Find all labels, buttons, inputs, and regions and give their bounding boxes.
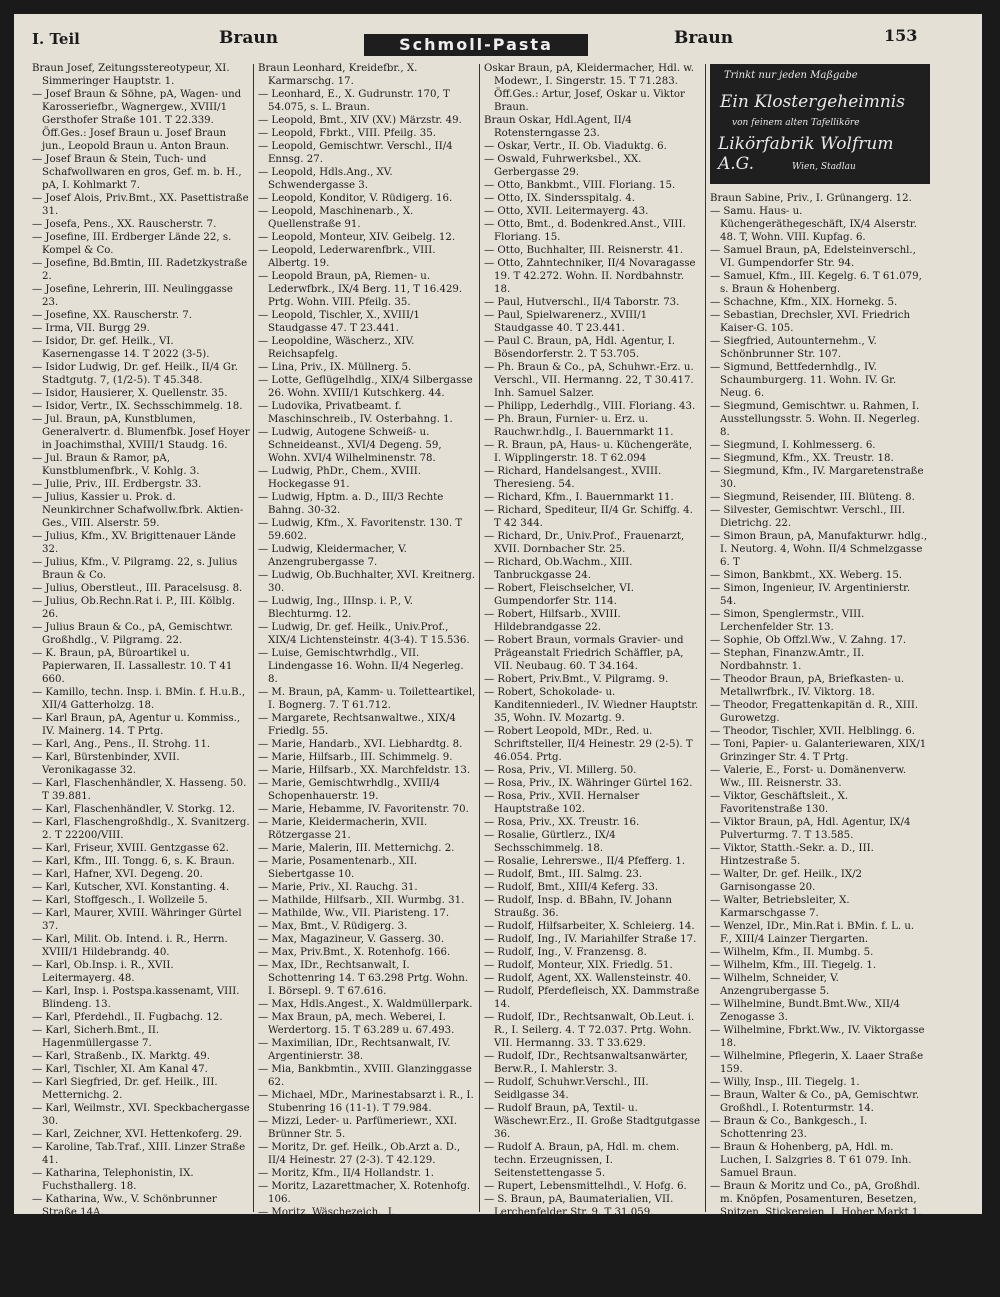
directory-entry: — Robert Braun, vormals Gravier- und Prägeanstalt Friedrich Schäffler, pA, VII. Neubaug. 60. T 34.164.: [484, 635, 684, 672]
directory-entry: — Julie, Priv., III. Erdbergstr. 33.: [32, 479, 202, 490]
directory-entry: — Silvester, Gemischtwr. Verschl., III. Dietrichg. 22.: [710, 505, 906, 529]
directory-entry: — Siegmund, I. Kohlmesserg. 6.: [710, 440, 876, 451]
directory-entry: — Robert Leopold, MDr., Red. u. Schriftsteller, II/4 Heinestr. 29 (2-5). T 46.054. Prtg.: [484, 726, 693, 763]
directory-entry: — Simon Braun, pA, Manufakturwr. hdlg., I. Neutorg. 4, Wohn. II/4 Schmelzgasse 6. T: [710, 531, 928, 568]
directory-entry: — Karl, Kutscher, XVI. Konstanting. 4.: [32, 882, 230, 893]
directory-entry: — Sigmund, Bettfedernhdlg., IV. Schaumburgerg. 11. Wohn. IV. Gr. Neug. 6.: [710, 362, 897, 399]
directory-entry: — Toni, Papier- u. Galanteriewaren, XIX/1 Grinzinger Str. 4. T Prtg.: [710, 739, 927, 763]
directory-entry: — Rudolf, IDr., Rechtsanwaltsanwärter, Berw.R., I. Mahlerstr. 3.: [484, 1051, 688, 1075]
directory-entry: — Oswald, Fuhrwerksbel., XX. Gerbergasse 29.: [484, 154, 642, 178]
directory-entry: — Leopold, Konditor, V. Rüdigerg. 16.: [258, 193, 453, 204]
directory-entry: — Wilhelmine, Bundt.Bmt.Ww., XII/4 Zenogasse 3.: [710, 999, 900, 1023]
directory-entry: — Richard, Handelsangest., XVIII. Theresieng. 54.: [484, 466, 662, 490]
directory-entry: — Leopoldine, Wäscherz., XIV. Reichsapfelg.: [258, 336, 415, 360]
directory-entry: — Karl, Tischler, XI. Am Kanal 47.: [32, 1064, 208, 1075]
directory-entry: — Ludwig, Dr. gef. Heilk., Univ.Prof., XIX/4 Lichtensteinstr. 4(3-4). T 15.536.: [258, 622, 470, 646]
directory-entry: — Max, Bmt., V. Rüdigerg. 3.: [258, 921, 408, 932]
directory-entry: — Moritz, Lazarettmacher, X. Rotenhofg. 106.: [258, 1181, 471, 1205]
directory-entry: — Isidor Ludwig, Dr. gef. Heilk., II/4 Gr. Stadtgutg. 7, (1/2-5). T 45.348.: [32, 362, 238, 386]
column-divider: [705, 64, 706, 1212]
directory-entry: — Lina, Priv., IX. Müllnerg. 5.: [258, 362, 412, 373]
directory-entry: — Stephan, Finanzw.Amtr., II. Nordbahnstr. 1.: [710, 648, 865, 672]
advert-headline: Ein Klostergeheimnis: [720, 92, 905, 112]
directory-entry: — Paul, Spielwarenerz., XVIII/1 Staudgasse 40. T 23.441.: [484, 310, 648, 334]
directory-entry: — Viktor Braun, pA, Hdl. Agentur, IX/4 Pulverturmg. 7. T 13.585.: [710, 817, 911, 841]
directory-entry: — Julius, Kfm., XV. Brigittenauer Lände 32.: [32, 531, 236, 555]
advert-location: Wien, Stadlau: [792, 162, 856, 172]
directory-entry: — Karoline, Tab.Traf., XIII. Linzer Straße 41.: [32, 1142, 246, 1166]
directory-entry: — Lotte, Geflügelhdlg., XIX/4 Silbergasse 26. Wohn. XVIII/1 Kutschkerg. 44.: [258, 375, 473, 399]
column-1: [32, 62, 250, 1296]
directory-entry: — Leopold, Lederwarenfbrk., VIII. Albertg. 19.: [258, 245, 436, 269]
directory-entry: — Ludwig, Kfm., X. Favoritenstr. 130. T 59.602.: [258, 518, 463, 542]
directory-entry: — Viktor, Statth.-Sekr. a. D., III. Hintzestraße 5.: [710, 843, 874, 867]
directory-entry: — Robert, Hilfsarb., XVIII. Hildebrandgasse 22.: [484, 609, 621, 633]
column-3: [484, 62, 702, 1218]
directory-entry: — Richard, Kfm., I. Bauernmarkt 11.: [484, 492, 674, 503]
directory-entry: Braun Leonhard, Kreidefbr., X. Karmarschg. 17.: [258, 63, 418, 87]
part-label: I. Teil: [32, 30, 80, 48]
directory-entry: — Rudolf, Ing., V. Franzensg. 8.: [484, 947, 647, 958]
directory-entry: — Ludwig, Ing., IIInsp. i. P., V. Blechturmg. 12.: [258, 596, 413, 620]
directory-entry: — Julius, Kfm., V. Pilgramg. 22, s. Julius Braun & Co.: [32, 557, 238, 581]
directory-entry: — Rudolf, Schuhwr.Verschl., III. Seidlgasse 34.: [484, 1077, 649, 1101]
advert-line-1: Trinkt nur jeden Maßgabe: [724, 70, 858, 81]
directory-entry: — Julius, Oberstleut., III. Paracelsusg. 8.: [32, 583, 243, 594]
directory-entry: — Ludwig, PhDr., Chem., XVIII. Hockegasse 91.: [258, 466, 421, 490]
directory-entry: — Josefine, Bd.Bmtin, III. Radetzkystraße 2.: [32, 258, 248, 282]
directory-entry: — Braun & Hohenberg, pA, Hdl. m. Luchen, I. Salzgries 8. T 61 079. Inh. Samuel Braun.: [710, 1142, 912, 1179]
directory-entry: Braun Oskar, Hdl.Agent, II/4 Rotensterngasse 23.: [484, 115, 632, 139]
directory-entry: — Schachne, Kfm., XIX. Hornekg. 5.: [710, 297, 898, 308]
directory-entry: — Otto, XVII. Leitermayerg. 43.: [484, 206, 649, 217]
directory-entry: — Karl, Kfm., III. Tongg. 6, s. K. Braun.: [32, 856, 235, 867]
directory-entry: — Rosa, Priv., XX. Treustr. 16.: [484, 817, 640, 828]
directory-entry: — Rosalie, Lehrerswe., II/4 Pfefferg. 1.: [484, 856, 686, 867]
column-divider: [253, 64, 254, 1212]
directory-entry: — Paul C. Braun, pA, Hdl. Agentur, I. Bösendorferstr. 2. T 53.705.: [484, 336, 675, 360]
directory-entry: — Karl, Straßenb., IX. Marktg. 49.: [32, 1051, 210, 1062]
directory-entry: — Wilhelmine, Fbrkt.Ww., IV. Viktorgasse 18.: [710, 1025, 925, 1049]
directory-entry: — Ph. Braun, Furnier- u. Erz. u. Rauchwr.hdlg., I. Bauernmarkt 11.: [484, 414, 674, 438]
directory-entry: — Valerie, E., Forst- u. Domänenverw. Ww., III. Reisnerstr. 33.: [710, 765, 907, 789]
directory-entry: — Siegmund, Kfm., IV. Margaretenstraße 30.: [710, 466, 924, 490]
directory-entry: — Isidor, Vertr., IX. Sechsschimmelg. 18.: [32, 401, 243, 412]
directory-entry: — Karl, Ang., Pens., II. Strohg. 11.: [32, 739, 211, 750]
directory-entry: — Luise, Gemischtwrhdlg., VII. Lindengasse 16. Wohn. II/4 Negerleg. 8.: [258, 648, 464, 685]
liqueur-advertisement: [710, 64, 930, 184]
directory-entry: — Rudolf Braun, pA, Textil- u. Wäschewr.Erz., II. Große Stadtgutgasse 36.: [484, 1103, 701, 1140]
directory-entry: — Karl, Sicherh.Bmt., II. Hagenmüllergasse 7.: [32, 1025, 160, 1049]
directory-entry: — Leopold, Gemischtwr. Verschl., II/4 Ennsg. 27.: [258, 141, 453, 165]
directory-entry: — Maximilian, IDr., Rechtsanwalt, IV. Argentinierstr. 38.: [258, 1038, 451, 1062]
directory-entry: — Moritz, Wäsche- u. Wirkwr., I. Postg. 1.: [258, 1233, 473, 1244]
directory-entry: — Leonhard, E., X. Gudrunstr. 170, T 54.075, s. L. Braun.: [258, 89, 450, 113]
directory-entry: — Richard, Spediteur, II/4 Gr. Schiffg. 4. T 42 344.: [484, 505, 693, 529]
directory-entry: — Oskar, Vertr., II. Ob. Viaduktg. 6.: [484, 141, 667, 152]
directory-entry: — Rudolf, IDr., Rechtsanwalt, Ob.Leut. i. R., I. Seilerg. 4. T 72.037. Prtg. Wohn. VII. Hermanng. 33. T 33.629.: [484, 1012, 695, 1049]
directory-entry: — Marie, Hilfsarb., III. Schimmelg. 9.: [258, 752, 453, 763]
directory-entry: — Karl Siegfried, Dr. gef. Heilk., III. Metternichg. 2.: [32, 1077, 218, 1101]
directory-entry: — Leopold, Hdls.Ang., XV. Schwendergasse 3.: [258, 167, 393, 191]
directory-entry: — Theodor Braun, pA, Briefkasten- u. Metallwrfbrk., IV. Viktorg. 18.: [710, 674, 905, 698]
directory-entry: — Rudolf A. Braun, pA, Hdl. m. chem. techn. Erzeugnissen, I. Seitenstettengasse 5.: [484, 1142, 680, 1179]
directory-entry: — Katharina, Ww., V. Schönbrunner Straße 14A.: [32, 1194, 217, 1218]
directory-entry: — Margarete, Rechtsanwaltwe., XIX/4 Friedlg. 55.: [258, 713, 456, 737]
header-advert-banner: Schmoll-Pasta: [364, 34, 588, 56]
directory-entry: — Karl, Bürstenbinder, XVII. Veronikagasse 32.: [32, 752, 180, 776]
directory-entry: — Wilhelm, Schneider, V. Anzengrubergasse 5.: [710, 973, 839, 997]
directory-entry: — Marie, Kleidermacherin, XVII. Rötzergasse 21.: [258, 817, 428, 841]
directory-entry: — Mathilde, Hilfsarb., XII. Wurmbg. 31.: [258, 895, 465, 906]
directory-entry: — Max, Priv.Bmt., X. Rotenhofg. 166.: [258, 947, 451, 958]
directory-entry: — Karl, Friseur, XVIII. Gentzgasse 62.: [32, 843, 229, 854]
directory-entry: — Rosa, Priv., XVII. Hernalser Hauptstraße 102.: [484, 791, 640, 815]
directory-entry: — Siegmund, Reisender, III. Blüteng. 8.: [710, 492, 915, 503]
advert-company: Likörfabrik Wolfrum A.G.: [718, 134, 894, 174]
directory-entry: — Ludwig, Hptm. a. D., III/3 Rechte Bahng. 30-32.: [258, 492, 444, 516]
directory-entry: — Ludovika, Privatbeamt. f. Maschinschreib., IV. Osterbahng. 1.: [258, 401, 453, 425]
directory-entry: — Josef Braun & Stein, Tuch- und Schafwollwaren en gros, Gef. m. b. H., pA, I. Kohlmarkt 7.: [32, 154, 242, 191]
directory-entry: — Rudolf, Pferdefleisch, XX. Dammstraße 14.: [484, 986, 700, 1010]
directory-entry: — Robert, Fleischselcher, VI. Gumpendorfer Str. 114.: [484, 583, 634, 607]
directory-entry: — Rosa, Priv., VI. Millerg. 50.: [484, 765, 637, 776]
directory-entry: — Oskar, Bahnbediest., XIII. Kienmayerg. 12.: [258, 1246, 473, 1270]
directory-entry: — Irma, VII. Burgg 29.: [32, 323, 150, 334]
directory-entry: — Simon, Spenglermstr., VIII. Lerchenfelder Str. 13.: [710, 609, 865, 633]
directory-entry: — Marie, Priv., XI. Rauchg. 31.: [258, 882, 418, 893]
running-keyword-right: Braun: [674, 28, 734, 48]
running-keyword-left: Braun: [219, 28, 279, 48]
directory-entry: — Max, Hdls.Angest., X. Waldmüllerpark.: [258, 999, 473, 1010]
directory-entry: — Leopold, Bmt., XIV (XV.) Märzstr. 49.: [258, 115, 462, 126]
directory-entry: — Viktor, Geschäftsleit., X. Favoritenstraße 130.: [710, 791, 849, 815]
directory-entry: — Karl, Weilmstr., XVI. Speckbachergasse 30.: [32, 1103, 250, 1127]
directory-entry: — Walter, Dr. gef. Heilk., IX/2 Garnisongasse 20.: [710, 869, 863, 893]
column-divider: [479, 64, 480, 1212]
directory-entry: — Josefine, III. Erdberger Lände 22, s. Kompel & Co.: [32, 232, 232, 256]
directory-entry: — Rudolf, Bmt., XIII/4 Keferg. 33.: [484, 882, 659, 893]
directory-entry: — Theodor, Fregattenkapitän d. R., XIII. Gurowetzg.: [710, 700, 919, 724]
directory-entry: — Karl, Milit. Ob. Intend. i. R., Herrn. XVIII/1 Hildebrandg. 40.: [32, 934, 228, 958]
directory-entry: — Simon, Bankbmt., XX. Weberg. 15.: [710, 570, 903, 581]
directory-entry: — Willy, Insp., III. Tiegelg. 1.: [710, 1077, 860, 1088]
directory-entry: — Josef Braun & Söhne, pA, Wagen- und Karosseriefbr., Wagnergew., XVIII/1 Gersthofer Straße 101. T 22.339. Öff.Ges.: Josef Braun u. Josef Braun jun., Leopold Braun u. Anton Braun.: [32, 89, 242, 152]
directory-entry: — Leopold, Maschinenarb., X. Quellenstraße 91.: [258, 206, 414, 230]
directory-entry: — Leopold, Tischler, X., XVIII/1 Staudgasse 47. T 23.441.: [258, 310, 420, 334]
directory-entry: Oskar Braun, pA, Kleidermacher, Hdl. w. Modewr., I. Singerstr. 15. T 71.283. Öff.Ges.: Artur, Josef, Oskar u. Viktor Braun.: [484, 63, 695, 113]
directory-entry: — Kamillo, techn. Insp. i. BMin. f. H.u.B., XII/4 Gatterholzg. 18.: [32, 687, 246, 711]
directory-entry: — Theodor, Tischler, XVII. Helblingg. 6.: [710, 726, 916, 737]
directory-page: [14, 14, 982, 1296]
directory-entry: — Samuel, Kfm., III. Kegelg. 6. T 61.079, s. Braun & Hohenberg.: [710, 271, 922, 295]
directory-entry: — Robert, Priv.Bmt., V. Pilgramg. 9.: [484, 674, 669, 685]
directory-entry: — Leopold, Monteur, XIV. Geibelg. 12.: [258, 232, 456, 243]
directory-entry: — Karl, Insp. i. Postspa.kassenamt, VIII. Blindeng. 13.: [32, 986, 240, 1010]
directory-entry: — Michael, MDr., Marinestabsarzt i. R., I. Stubenring 16 (11-1). T 79.984.: [258, 1090, 474, 1114]
directory-entry: — S. Braun, pA, Baumaterialien, VII. Lerchenfelder Str. 9. T 31.059.: [484, 1194, 674, 1218]
directory-entry: — Rosa, Priv., IX. Währinger Gürtel 162.: [484, 778, 693, 789]
directory-entry: — Siegfried, Autounternehm., V. Schönbrunner Str. 107.: [710, 336, 877, 360]
directory-entry: — Rudolf, Monteur, XIX. Friedlg. 51.: [484, 960, 673, 971]
directory-entry: — Karl, Pferdehdl., II. Fugbachg. 12.: [32, 1012, 223, 1023]
directory-entry: — Karl, Hafner, XVI. Degeng. 20.: [32, 869, 203, 880]
directory-entry: — Richard, Dr., Univ.Prof., Frauenarzt, XVII. Dornbacher Str. 25.: [484, 531, 685, 555]
directory-entry: — Leo, Kaffeehaus, VII. Kandlg. 16.: [32, 1285, 216, 1296]
directory-entry: — Ludwig, Kleidermacher, V. Anzengrubergasse 7.: [258, 544, 407, 568]
directory-entry: — Otto, Bankbmt., VIII. Floriang. 15.: [484, 180, 676, 191]
directory-entry: — Ph. Braun & Co., pA, Schuhwr.-Erz. u. Verschl., VII. Hermanng. 22, T 30.417. Inh. Samuel Salzer.: [484, 362, 694, 399]
directory-entry: — Braun & Moritz und Co., pA, Großhdl. m. Knöpfen, Posamenturen, Besetzen, Spitzen, Stickereien, I. Hoher Markt 1. T 68.259.: [710, 1181, 922, 1231]
directory-entry: — Max, IDr., Rechtsanwalt, I. Schottenring 14. T 63.298 Prtg. Wohn. I. Börsepl. 9. T 67.616.: [258, 960, 469, 997]
directory-entry: — Max, Magazineur, V. Gasserg. 30.: [258, 934, 445, 945]
directory-entry: — L. Braun, pA, Wienerweiß- u. Kreide-Erz., X. Gudrunstr. 170. T 54.075: [32, 1233, 237, 1257]
directory-entry: — Jul. Braun & Ramor, pA, Kunstblumenfbrk., V. Kohlg. 3.: [32, 453, 200, 477]
directory-entry: — Marie, Posamentenarb., XII. Siebertgasse 10.: [258, 856, 418, 880]
directory-entry: — Julius, Ob.Rechn.Rat i. P., III. Kölblg. 26.: [32, 596, 236, 620]
directory-entry: — M. Braun, pA, Kamm- u. Toiletteartikel, I. Bognerg. 7. T 61.712.: [258, 687, 476, 711]
directory-entry: — Rupert, Lebensmittelhdl., V. Hofg. 6.: [484, 1181, 687, 1192]
directory-entry: — Leopold, Fbrkt., VIII. Pfeilg. 35.: [258, 128, 436, 139]
directory-entry: — Robert, Schokolade- u. Kanditenniederl., IV. Wiedner Hauptstr. 35, Wohn. IV. Mozartg. 9.: [484, 687, 699, 724]
directory-entry: — Rudolf, Hilfsarbeiter, X. Schleierg. 14.: [484, 921, 695, 932]
directory-entry: Braun Sabine, Priv., I. Grünangerg. 12.: [710, 193, 912, 204]
directory-entry: — Karl, Flaschenhändler, V. Storkg. 12.: [32, 804, 235, 815]
column-4: [710, 192, 928, 1270]
directory-entry: — Mathilde, Ww., VII. Piaristeng. 17.: [258, 908, 450, 919]
directory-entry: — Karl, Flaschenhändler, X. Hasseng. 50. T 39.881.: [32, 778, 247, 802]
directory-entry: — Isidor, Dr. gef. Heilk., VI. Kasernengasse 14. T 2022 (3-5).: [32, 336, 210, 360]
directory-entry: — Julius, Kassier u. Prok. d. Neunkirchner Schafwollw.fbrk. Aktien-Ges., VIII. Alserstr. 59.: [32, 492, 244, 529]
directory-entry: — Rosalie, Gürtlerz., IX/4 Sechsschimmelg. 18.: [484, 830, 616, 854]
directory-entry: — Ludwig, Ob.Buchhalter, XVI. Kreitnerg. 30.: [258, 570, 476, 594]
directory-entry: — Karl, Ob.Insp. i. R., XVII. Leitermayerg. 48.: [32, 960, 174, 984]
directory-entry: — Jul. Braun, pA, Kunstblumen, Generalvertr. d. Blumenfbk. Josef Hoyer in Joachimsthal, XVIII/1 Staudg. 16.: [32, 414, 250, 451]
directory-entry: — Otto, IX. Sindersspitalg. 4.: [484, 193, 635, 204]
page-number: 153: [884, 26, 918, 45]
directory-entry: — Leopold Braun, pA, Riemen- u. Lederwfbrk., IX/4 Berg. 11, T 16.429. Prtg. Wohn. VIII. Pfeilg. 35.: [258, 271, 463, 308]
directory-entry: — K. Braun, pA, Büroartikel u. Papierwaren, II. Lassallestr. 10. T 41 660.: [32, 648, 233, 685]
directory-entry: — Karl, Stoffgesch., I. Wollzeile 5.: [32, 895, 208, 906]
directory-entry: — Josefa, Pens., XX. Rauscherstr. 7.: [32, 219, 217, 230]
directory-entry: — Simon, Ingenieur, IV. Argentinierstr. 54.: [710, 583, 911, 607]
directory-entry: — Koloman, Bäcker, XII. Premlechnerg. 2.: [32, 1220, 250, 1231]
directory-entry: — R. Braun, pA, Haus- u. Küchengeräte, I. Wipplingerstr. 18. T 62.094: [484, 440, 693, 464]
directory-entry: — Wilhelmine, Pflegerin, X. Laaer Straße 159.: [710, 1051, 924, 1075]
directory-entry: — Moritz, Kfm., II/4 Hollandstr. 1.: [258, 1168, 434, 1179]
directory-entry: — Otto, Zahntechniker, II/4 Novaragasse 19. T 42.272. Wohn. II. Nordbahnstr. 18.: [484, 258, 696, 295]
directory-entry: — Marie, Gemischtwrhdlg., XVIII/4 Schopenhauerstr. 19.: [258, 778, 441, 802]
directory-entry: — Braun & Steiner, pA, Gold- u. Juwelenwr.Erz., VI. Schmalzhofgasse 1B. T 371.: [710, 1233, 912, 1270]
directory-entry: Braun Josef, Zeitungsstereotypeur, XI. Simmeringer Hauptstr. 1.: [32, 63, 230, 87]
directory-entry: — Josefine, Lehrerin, III. Neulinggasse 23.: [32, 284, 233, 308]
advert-line-3: von feinem alten Tafelliköre: [732, 118, 860, 128]
directory-entry: — Laurenz, Rev.Insp., III. Landstraßer Hauptstr. 17.: [32, 1259, 231, 1283]
directory-entry: — Sophie, Ob Offzl.Ww., V. Zahng. 17.: [710, 635, 907, 646]
column-2: [258, 62, 476, 1270]
directory-entry: — Mizzi, Leder- u. Parfümeriewr., XXI. Brünner Str. 5.: [258, 1116, 457, 1140]
directory-entry: — Sebastian, Drechsler, XVI. Friedrich Kaiser-G. 105.: [710, 310, 911, 334]
directory-entry: — Otto, Bmt., d. Bodenkred.Anst., VIII. Floriang. 15.: [484, 219, 686, 243]
directory-entry: — Wilhelm, Kfm., III. Tiegelg. 1.: [710, 960, 877, 971]
directory-entry: — Siegmund, Kfm., XX. Treustr. 18.: [710, 453, 894, 464]
directory-entry: — Moritz, Wäschezeich., I. Grünangergasse 5. Wohn. Nr. 3.: [258, 1207, 434, 1231]
directory-entry: — Katharina, Telephonistin, IX. Fuchsthallerg. 18.: [32, 1168, 194, 1192]
directory-entry: — Rudolf, Agent, XX. Wallensteinstr. 40.: [484, 973, 692, 984]
page-header: [14, 14, 982, 60]
directory-entry: — Moritz, Dr. gef. Heilk., Ob.Arzt a. D., II/4 Heinestr. 27 (2-3). T 42.129.: [258, 1142, 461, 1166]
directory-entry: — Samuel Braun, pA, Edelsteinverschl., VI. Gumpendorfer Str. 94.: [710, 245, 916, 269]
directory-entry: — Ludwig, Autogene Schweiß- u. Schneideanst., XVI/4 Degeng. 59, Wohn. XVI/4 Wilhelminenstr. 78.: [258, 427, 442, 464]
directory-entry: — Braun & Co., Bankgesch., I. Schottenring 23.: [710, 1116, 868, 1140]
directory-entry: — Siegmund, Gemischtwr. u. Rahmen, I. Ausstellungsstr. 5. Wohn. II. Negerleg. 8.: [710, 401, 920, 438]
directory-entry: — Philipp, Lederhdlg., VIII. Floriang. 43.: [484, 401, 696, 412]
directory-entry: — Mia, Bankbmtin., XVIII. Glanzinggasse 62.: [258, 1064, 472, 1088]
directory-entry: — Marie, Hebamme, IV. Favoritenstr. 70.: [258, 804, 469, 815]
directory-entry: — Wilhelm, Kfm., II. Mumbg. 5.: [710, 947, 874, 958]
directory-entry: — Samu. Haus- u. Küchengeräthegeschäft, IX/4 Alserstr. 48. T, Wohn. VIII. Kupfag. 6.: [710, 206, 917, 243]
directory-entry: — Marie, Handarb., XVI. Liebhardtg. 8.: [258, 739, 463, 750]
directory-entry: — Karl Braun, pA, Agentur u. Kommiss., IV. Mainerg. 14. T Prtg.: [32, 713, 241, 737]
directory-entry: — Braun, Walter & Co., pA, Gemischtwr. Großhdl., I. Rotenturmstr. 14.: [710, 1090, 920, 1114]
directory-entry: — Rudolf, Insp. d. BBahn, IV. Johann Straußg. 36.: [484, 895, 672, 919]
directory-entry: — Rudolf, Ing., IV. Mariahilfer Straße 17.: [484, 934, 697, 945]
directory-entry: — Marie, Hilfsarb., XX. Marchfeldstr. 13.: [258, 765, 471, 776]
directory-entry: — Wenzel, IDr., Min.Rat i. BMin. f. L. u. F., XIII/4 Lainzer Tiergarten.: [710, 921, 915, 945]
directory-entry: — Isidor, Hausierer, X. Quellenstr. 35.: [32, 388, 228, 399]
directory-entry: — Josef Alois, Priv.Bmt., XX. Pasettistraße 31.: [32, 193, 249, 217]
directory-entry: — Karl, Maurer, XVIII. Währinger Gürtel 37.: [32, 908, 242, 932]
directory-entry: — Karl, Zeichner, XVI. Hettenkoferg. 29.: [32, 1129, 243, 1140]
directory-entry: — Walter, Betriebsleiter, X. Karmarschgasse 7.: [710, 895, 850, 919]
directory-entry: — Josefine, XX. Rauscherstr. 7.: [32, 310, 192, 321]
directory-entry: — Paul, Hutverschl., II/4 Taborstr. 73.: [484, 297, 680, 308]
directory-entry: — Karl, Flaschengroßhdlg., X. Svanitzerg. 2. T 22200/VIII.: [32, 817, 250, 841]
directory-entry: — Otto, Buchhalter, III. Reisnerstr. 41.: [484, 245, 684, 256]
directory-entry: — Julius Braun & Co., pA, Gemischtwr. Großhdlg., V. Pilgramg. 22.: [32, 622, 233, 646]
directory-entry: — Rudolf, Bmt., III. Salmg. 23.: [484, 869, 643, 880]
directory-entry: — Marie, Malerin, III. Metternichg. 2.: [258, 843, 455, 854]
directory-entry: — Richard, Ob.Wachm., XIII. Tanbruckgasse 24.: [484, 557, 633, 581]
directory-entry: — Max Braun, pA, mech. Weberei, I. Werdertorg. 15. T 63.289 u. 67.493.: [258, 1012, 455, 1036]
